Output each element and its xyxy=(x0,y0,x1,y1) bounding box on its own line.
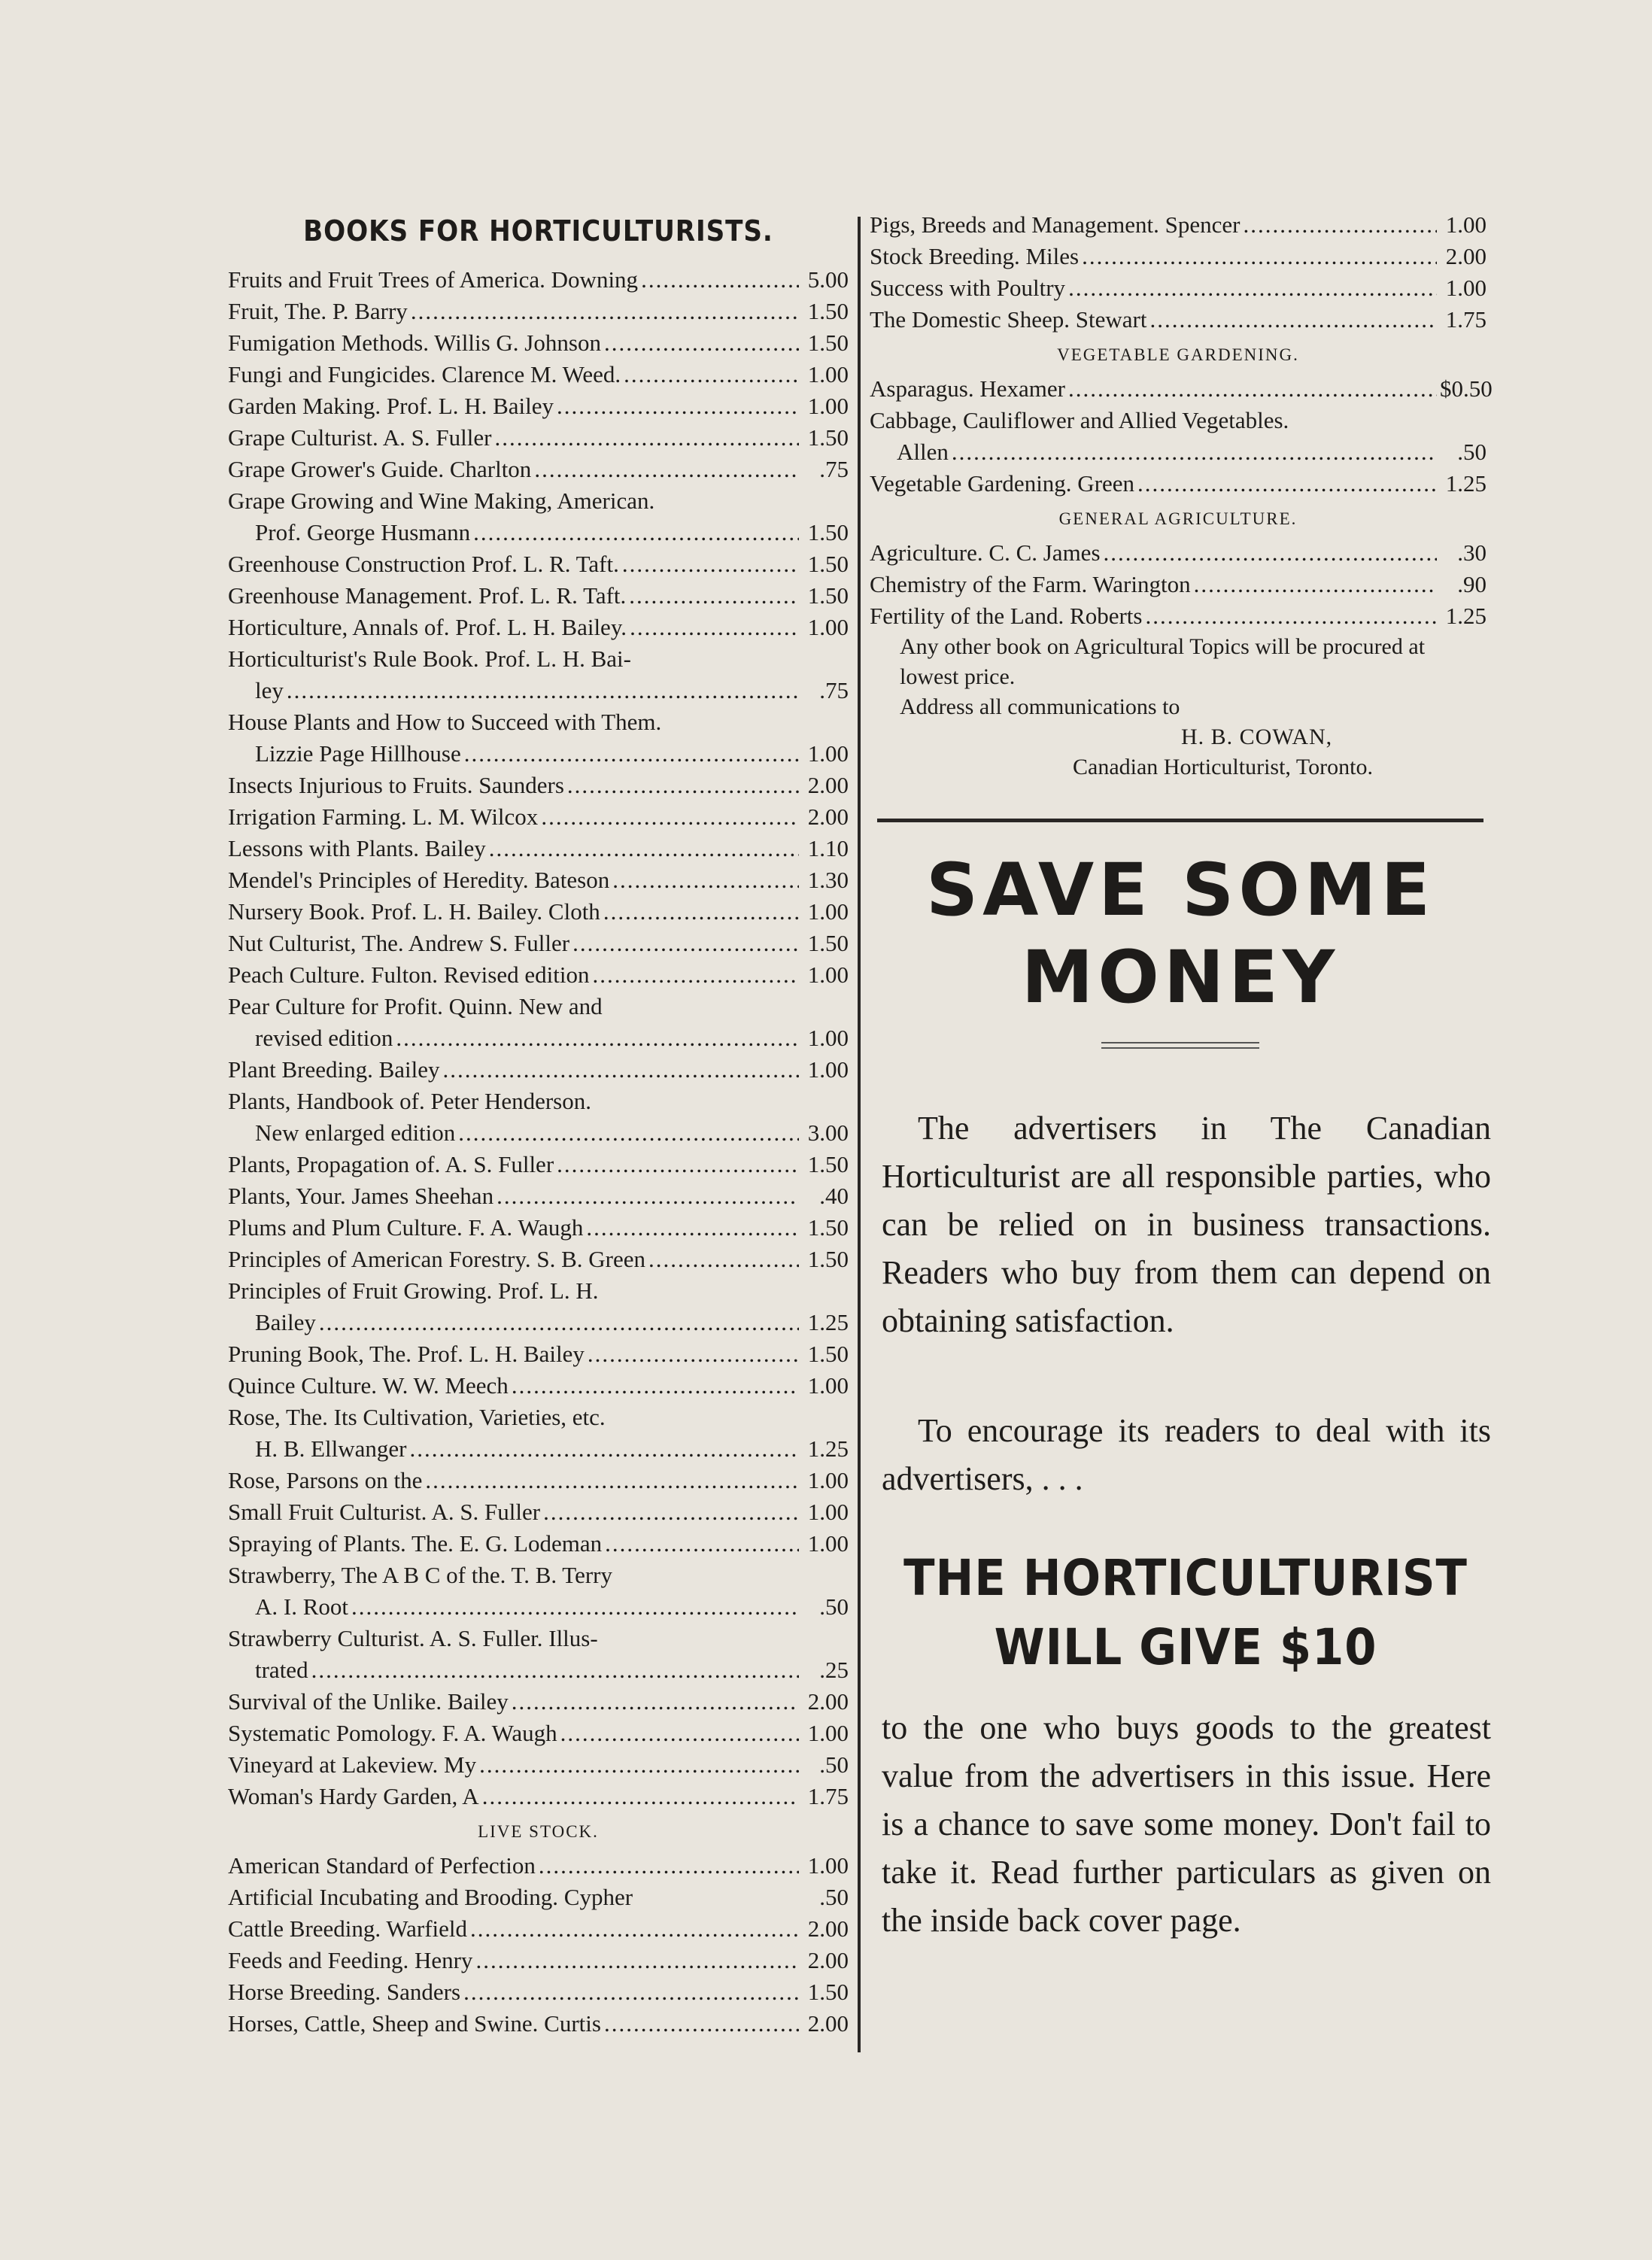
book-entry-title-line: House Plants and How to Succeed with Them. xyxy=(228,709,662,735)
dot-leader xyxy=(603,896,799,928)
dot-leader xyxy=(512,1686,799,1718)
book-entry-price: 1.50 xyxy=(807,424,849,451)
book-entry-price: 2.00 xyxy=(807,2010,849,2037)
encourage-paragraph: To encourage its readers to deal with its advertisers, . . . xyxy=(882,1412,1491,1497)
vegetable-gardening-heading: VEGETABLE GARDENING. xyxy=(1057,345,1299,364)
book-entry xyxy=(228,1976,849,2008)
live-stock-continued-list xyxy=(870,209,1486,336)
prize-heading-line-1: THE HORTICULTURIST xyxy=(903,1549,1468,1607)
address-name: H. B. COWAN, xyxy=(1181,724,1333,749)
book-entry xyxy=(228,1402,849,1465)
book-entry xyxy=(228,1528,849,1560)
book-entry-title: Horticulture, Annals of. Prof. L. H. Bailey. xyxy=(228,614,627,640)
book-entry-title: Spraying of Plants. The. E. G. Lodeman xyxy=(228,1530,603,1557)
book-entry xyxy=(228,770,849,801)
book-entry-title: Nut Culturist, The. Andrew S. Fuller xyxy=(228,930,570,956)
dot-leader xyxy=(396,1022,799,1054)
book-entry-price: 2.00 xyxy=(807,1688,849,1715)
book-entry-title: Vineyard at Lakeview. My xyxy=(228,1751,477,1778)
dot-leader xyxy=(543,1496,799,1528)
dot-leader xyxy=(1068,373,1437,405)
book-entry-price: 1.50 xyxy=(807,519,849,545)
book-entry xyxy=(870,209,1486,241)
book-entry-title: Grape Grower's Guide. Charlton xyxy=(228,456,532,482)
book-entry xyxy=(228,896,849,928)
book-entry-title: revised edition xyxy=(255,1025,393,1051)
book-entry-price: 2.00 xyxy=(807,803,849,830)
dot-leader xyxy=(319,1307,799,1338)
book-entry-title: Peach Culture. Fulton. Revised edition xyxy=(228,961,590,988)
book-entry xyxy=(228,833,849,864)
book-entry-title: Plants, Propagation of. A. S. Fuller xyxy=(228,1151,554,1177)
book-entry xyxy=(228,548,849,580)
book-entry-price: 1.50 xyxy=(807,582,849,609)
dot-leader xyxy=(952,436,1437,468)
book-entry xyxy=(228,1781,849,1812)
books-title: BOOKS FOR HORTICULTURISTS. xyxy=(303,214,773,248)
book-entry-price: 1.75 xyxy=(807,1783,849,1809)
book-entry xyxy=(228,264,849,296)
book-entry-price: 2.00 xyxy=(807,1947,849,1973)
book-entry-title: Garden Making. Prof. L. H. Bailey xyxy=(228,393,554,419)
book-entry xyxy=(228,1623,849,1686)
book-entry xyxy=(228,1370,849,1402)
dot-leader xyxy=(470,1913,799,1945)
prize-heading-line-2: WILL GIVE $10 xyxy=(994,1618,1377,1676)
dot-leader xyxy=(411,296,799,327)
book-entry-title: Rose, Parsons on the xyxy=(228,1467,423,1493)
book-entry-price: 1.00 xyxy=(807,961,849,988)
general-agriculture-list xyxy=(870,537,1486,632)
book-entry xyxy=(870,569,1486,600)
book-entry-price: 1.50 xyxy=(807,930,849,956)
book-entry-price: 2.00 xyxy=(807,1915,849,1942)
book-entry xyxy=(228,390,849,422)
book-entry-title-line: Horticulturist's Rule Book. Prof. L. H. Bai- xyxy=(228,645,631,672)
book-entry-price: 1.75 xyxy=(1445,306,1486,333)
book-entry xyxy=(228,801,849,833)
dot-leader xyxy=(494,422,799,454)
dot-leader xyxy=(539,1850,799,1882)
book-entry-title: Horses, Cattle, Sheep and Swine. Curtis xyxy=(228,2010,601,2037)
book-entry xyxy=(228,1465,849,1496)
book-entry-title: Horse Breeding. Sanders xyxy=(228,1979,461,2005)
dot-leader xyxy=(464,738,799,770)
prize-paragraph: to the one who buys goods to the greatest value from the advertisers in this issue. Here is a chance to save some money. Don't fail to take it. Read further particulars as given on the inside back cover page. xyxy=(882,1709,1491,1939)
book-entry xyxy=(228,1054,849,1086)
dot-leader xyxy=(604,327,799,359)
book-entry-title: Plums and Plum Culture. F. A. Waugh xyxy=(228,1214,584,1241)
book-entry xyxy=(228,864,849,896)
book-entry xyxy=(228,928,849,959)
dot-leader xyxy=(586,1212,799,1244)
book-entry-title: H. B. Ellwanger xyxy=(255,1435,407,1462)
book-entry-title: The Domestic Sheep. Stewart xyxy=(870,306,1147,333)
dot-leader xyxy=(512,1370,799,1402)
book-entry xyxy=(228,485,849,548)
book-entry-price: .40 xyxy=(819,1183,849,1209)
book-entry-price: 1.10 xyxy=(807,835,849,861)
book-entry xyxy=(228,1718,849,1749)
book-entry-title: Success with Poultry xyxy=(870,275,1066,301)
book-entry xyxy=(228,454,849,485)
dot-leader xyxy=(541,801,799,833)
book-entry xyxy=(228,359,849,390)
dot-leader xyxy=(641,264,799,296)
book-entry-title: Plant Breeding. Bailey xyxy=(228,1056,440,1083)
dot-leader xyxy=(624,359,799,390)
book-entry-title-line: Strawberry Culturist. A. S. Fuller. Illus- xyxy=(228,1625,598,1651)
book-entry-title: trated xyxy=(255,1657,308,1683)
book-entry-price: 1.00 xyxy=(807,740,849,767)
book-entry-price: .50 xyxy=(819,1593,849,1620)
dot-leader xyxy=(560,1718,799,1749)
book-entry xyxy=(228,1149,849,1180)
book-entry-title: Lizzie Page Hillhouse xyxy=(255,740,461,767)
book-entry-price: 1.00 xyxy=(807,1372,849,1399)
book-entry xyxy=(870,272,1486,304)
book-entry-title-line: Grape Growing and Wine Making, American. xyxy=(228,488,655,514)
book-entry-title: Fertility of the Land. Roberts xyxy=(870,603,1143,629)
book-entry-title: Fumigation Methods. Willis G. Johnson xyxy=(228,330,601,356)
book-entry-price: 1.00 xyxy=(1445,275,1486,301)
book-entry-title: Nursery Book. Prof. L. H. Bailey. Cloth xyxy=(228,898,600,925)
book-entry-title: Small Fruit Culturist. A. S. Fuller xyxy=(228,1499,541,1525)
dot-leader xyxy=(425,1465,799,1496)
dot-leader xyxy=(409,1433,799,1465)
book-entry xyxy=(870,241,1486,272)
book-entry xyxy=(228,1850,849,1882)
book-entry-price: .50 xyxy=(1457,439,1486,465)
dot-leader xyxy=(534,454,799,485)
book-entry-price: 1.50 xyxy=(807,551,849,577)
book-entry-title: Insects Injurious to Fruits. Saunders xyxy=(228,772,564,798)
right-column xyxy=(870,209,1493,782)
dot-leader xyxy=(1194,569,1437,600)
save-money-line-2: MONEY xyxy=(1021,935,1340,1019)
book-entry-title: Principles of American Forestry. S. B. Green xyxy=(228,1246,646,1272)
books-list-column xyxy=(228,214,849,2040)
book-entry-title: Irrigation Farming. L. M. Wilcox xyxy=(228,803,539,830)
book-entry xyxy=(228,1945,849,1976)
book-entry-title: Mendel's Principles of Heredity. Bateson xyxy=(228,867,610,893)
dot-leader xyxy=(567,770,799,801)
book-entry-title: Feeds and Feeding. Henry xyxy=(228,1947,473,1973)
book-entry-price: 1.00 xyxy=(807,393,849,419)
dot-leader xyxy=(351,1591,799,1623)
book-entry-title: Fruits and Fruit Trees of America. Downing xyxy=(228,266,639,293)
book-entry-title: New enlarged edition xyxy=(255,1119,456,1146)
dot-leader xyxy=(497,1180,799,1212)
book-entry-price: 1.50 xyxy=(807,330,849,356)
dot-leader xyxy=(1104,537,1437,569)
book-entry xyxy=(228,706,849,770)
dot-leader xyxy=(311,1654,799,1686)
dot-leader xyxy=(479,1749,799,1781)
book-entry-title-line: Principles of Fruit Growing. Prof. L. H. xyxy=(228,1277,599,1304)
dot-leader xyxy=(287,675,799,706)
book-entry-price: 1.50 xyxy=(807,1214,849,1241)
book-entry xyxy=(228,1338,849,1370)
live-stock-list xyxy=(228,1850,849,2040)
book-entry-title: Systematic Pomology. F. A. Waugh xyxy=(228,1720,557,1746)
dot-leader xyxy=(489,833,799,864)
book-entry-price: 1.00 xyxy=(807,361,849,387)
book-entry xyxy=(228,1882,849,1913)
book-entry xyxy=(228,1496,849,1528)
general-agriculture-heading: GENERAL AGRICULTURE. xyxy=(1058,509,1298,528)
book-entry-price: .90 xyxy=(1457,571,1486,597)
book-entry xyxy=(228,1180,849,1212)
book-entry-title: Pruning Book, The. Prof. L. H. Bailey xyxy=(228,1341,585,1367)
book-entry-price: 1.25 xyxy=(807,1435,849,1462)
dot-leader xyxy=(557,390,799,422)
book-entry-title: Prof. George Husmann xyxy=(255,519,471,545)
book-entry-price: .25 xyxy=(819,1657,849,1683)
book-entry xyxy=(228,580,849,612)
book-entry-title: Fungi and Fungicides. Clarence M. Weed. xyxy=(228,361,621,387)
dot-leader xyxy=(630,612,799,643)
dot-leader xyxy=(1243,209,1437,241)
book-entry-title: Greenhouse Management. Prof. L. R. Taft. xyxy=(228,582,627,609)
dot-leader xyxy=(557,1149,799,1180)
ornamental-double-rule xyxy=(1101,1042,1259,1049)
book-entry-price: .50 xyxy=(819,1751,849,1778)
book-entry xyxy=(228,643,849,706)
book-entry xyxy=(870,537,1486,569)
book-entry-price: 1.00 xyxy=(807,1467,849,1493)
book-entry-title: Vegetable Gardening. Green xyxy=(870,470,1135,497)
book-entry-title-line: Rose, The. Its Cultivation, Varieties, etc. xyxy=(228,1404,606,1430)
dot-leader xyxy=(622,548,799,580)
book-entry-price: 1.00 xyxy=(807,1720,849,1746)
book-entry-price: 1.00 xyxy=(807,1025,849,1051)
book-entry xyxy=(228,991,849,1054)
dot-leader xyxy=(1068,272,1437,304)
address-instruction: Address all communications to xyxy=(900,694,1180,719)
dot-leader xyxy=(1082,241,1437,272)
book-entry-price: 5.00 xyxy=(807,266,849,293)
book-entry-price: 1.25 xyxy=(1445,603,1486,629)
book-entry-title: Woman's Hardy Garden, A xyxy=(228,1783,479,1809)
book-entry-title: Fruit, The. P. Barry xyxy=(228,298,408,324)
dot-leader xyxy=(588,1338,799,1370)
book-entry-title-line: Pear Culture for Profit. Quinn. New and xyxy=(228,993,603,1019)
book-entry-price: .30 xyxy=(1457,539,1486,566)
book-entry xyxy=(228,1560,849,1623)
book-entry xyxy=(228,1686,849,1718)
book-entry-price: 1.00 xyxy=(807,898,849,925)
book-entry-title: A. I. Root xyxy=(255,1593,348,1620)
book-entry xyxy=(870,373,1493,405)
book-entry-title: Stock Breeding. Miles xyxy=(870,243,1080,269)
book-entry-title: Plants, Your. James Sheehan xyxy=(228,1183,494,1209)
book-entry xyxy=(228,296,849,327)
book-entry xyxy=(228,1749,849,1781)
book-entry xyxy=(228,1275,849,1338)
book-entry-price: 3.00 xyxy=(807,1119,849,1146)
prize-heading xyxy=(902,1544,1469,1682)
book-entry-price: 1.50 xyxy=(807,1979,849,2005)
book-entry-price: .50 xyxy=(819,1884,849,1910)
book-entry-title-line: Plants, Handbook of. Peter Henderson. xyxy=(228,1088,591,1114)
book-entry-price: 2.00 xyxy=(807,772,849,798)
dot-leader xyxy=(475,1945,799,1976)
advertisers-paragraph: The advertisers in The Canadian Horticulturist are all responsible parties, who can be relied on in business transactions. Readers who buy from them can depend on obtaining satisfaction. xyxy=(882,1110,1491,1339)
book-entry-price: $0.50 xyxy=(1440,375,1493,402)
book-entry-title: Quince Culture. W. W. Meech xyxy=(228,1372,509,1399)
save-money-line-1: SAVE SOME xyxy=(925,848,1435,932)
book-entry xyxy=(870,600,1486,632)
book-entry-title: Artificial Incubating and Brooding. Cypher xyxy=(228,1884,633,1910)
book-entry-title: Agriculture. C. C. James xyxy=(870,539,1101,566)
book-entry-title: Survival of the Unlike. Bailey xyxy=(228,1688,509,1715)
book-entry-price: 1.25 xyxy=(807,1309,849,1335)
book-entry-title: Pigs, Breeds and Management. Spencer xyxy=(870,211,1241,238)
dot-leader xyxy=(1145,600,1437,632)
book-entry-price: .75 xyxy=(819,677,849,703)
book-entry-price: 1.50 xyxy=(807,1341,849,1367)
book-entry xyxy=(228,959,849,991)
book-entry xyxy=(228,327,849,359)
book-entry xyxy=(228,1913,849,1945)
dot-leader xyxy=(458,1117,799,1149)
book-entry-price: 1.00 xyxy=(807,1056,849,1083)
book-entry-title: American Standard of Perfection xyxy=(228,1852,536,1879)
book-entry-title: Grape Culturist. A. S. Fuller xyxy=(228,424,492,451)
dot-leader xyxy=(473,517,799,548)
book-entry xyxy=(228,1244,849,1275)
dot-leader xyxy=(1149,304,1437,336)
dot-leader xyxy=(572,928,799,959)
book-entry-price: 1.50 xyxy=(807,298,849,324)
dot-leader xyxy=(592,959,799,991)
book-entry-price: 1.00 xyxy=(1445,211,1486,238)
column-divider xyxy=(858,217,861,2052)
address-organization: Canadian Horticulturist, Toronto. xyxy=(1073,755,1373,779)
book-entry-price: 1.50 xyxy=(807,1151,849,1177)
book-entry-title: Allen xyxy=(897,439,949,465)
book-entry-title: Lessons with Plants. Bailey xyxy=(228,835,486,861)
book-entry-title: Chemistry of the Farm. Warington xyxy=(870,571,1191,597)
dot-leader xyxy=(482,1781,799,1812)
book-entry xyxy=(870,304,1486,336)
book-entry-price: 1.00 xyxy=(807,1852,849,1879)
dot-leader xyxy=(1137,468,1437,500)
book-entry-title: Greenhouse Construction Prof. L. R. Taft. xyxy=(228,551,619,577)
dot-leader xyxy=(443,1054,799,1086)
dot-leader xyxy=(463,1976,799,2008)
books-list xyxy=(228,264,849,1812)
dot-leader xyxy=(605,1528,799,1560)
book-entry xyxy=(228,612,849,643)
book-entry-title-line: Cabbage, Cauliflower and Allied Vegetables. xyxy=(870,407,1289,433)
horizontal-rule xyxy=(877,819,1483,822)
book-entry-title: Cattle Breeding. Warfield xyxy=(228,1915,468,1942)
dot-leader xyxy=(612,864,799,896)
dot-leader xyxy=(604,2008,799,2040)
book-entry-price: 2.00 xyxy=(1445,243,1486,269)
book-entry-title: Bailey xyxy=(255,1309,316,1335)
book-entry xyxy=(228,422,849,454)
book-entry-title-line: Strawberry, The A B C of the. T. B. Terry xyxy=(228,1562,612,1588)
book-entry-price: 1.00 xyxy=(807,614,849,640)
book-entry-title: Asparagus. Hexamer xyxy=(870,375,1065,402)
vegetable-gardening-list xyxy=(870,373,1493,500)
book-entry-price: .75 xyxy=(819,456,849,482)
book-entry xyxy=(870,405,1486,468)
dot-leader xyxy=(629,580,799,612)
book-entry-price: 1.00 xyxy=(807,1499,849,1525)
book-entry-price: 1.00 xyxy=(807,1530,849,1557)
book-entry-price: 1.25 xyxy=(1445,470,1486,497)
book-entry-price: 1.50 xyxy=(807,1246,849,1272)
dot-leader xyxy=(648,1244,799,1275)
save-money-banner xyxy=(877,846,1483,1049)
live-stock-heading: LIVE STOCK. xyxy=(478,1822,599,1841)
book-entry-title: ley xyxy=(255,677,284,703)
book-entry xyxy=(228,1086,849,1149)
book-entry xyxy=(228,1212,849,1244)
book-entry-price: 1.30 xyxy=(807,867,849,893)
order-note: Any other book on Agricultural Topics will be procured at lowest price. xyxy=(900,634,1426,689)
book-entry xyxy=(228,2008,849,2040)
book-entry xyxy=(870,468,1486,500)
